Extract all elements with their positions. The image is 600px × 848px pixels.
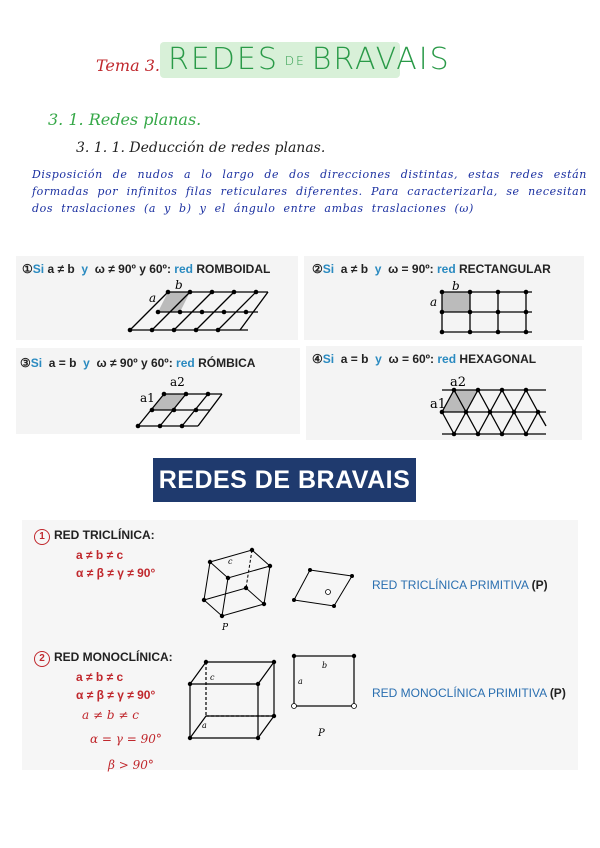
monoclinic-conditions: a ≠ b ≠ c α ≠ β ≠ γ ≠ 90° [76,670,156,702]
section-heading: 3. 1. Redes planas. [48,110,202,129]
svg-text:c: c [210,673,215,682]
svg-text:P: P [318,728,325,739]
subsection-heading: 3. 1. 1. Deducción de redes planas. [76,140,326,156]
svg-text:a1: a1 [430,397,447,412]
monoclinic-cell [186,650,282,746]
svg-text:a2: a2 [170,375,185,389]
svg-text:b: b [175,278,183,292]
svg-text:a: a [298,677,303,686]
label-rectangular: ②Si a ≠ b y ω = 90º: red RECTANGULAR [312,262,551,276]
label-romboidal: ①Si a ≠ b y ω ≠ 90º y 60º: red ROMBOIDAL [22,262,271,276]
svg-text:a1: a1 [140,391,155,405]
handnote-3: β > 90° [108,758,154,772]
svg-text:c: c [228,557,233,566]
svg-text:a: a [202,721,207,730]
title-de: DE [284,53,306,68]
svg-text:a: a [149,291,157,305]
monoclinic-heading: 2 RED MONOCLÍNICA: [34,650,173,667]
intro-paragraph: Disposición de nudos a lo largo de dos direcciones distintas, estas redes están formadas por infinitos filas reticulares diferentes. Para caracterizarla, se necesitan dos traslaciones (a y b) y el ángulo entre ambas traslaciones (ω) [32,168,587,215]
rectangular-lattice [430,279,550,338]
triclinic-cell [190,542,280,634]
svg-text:a2: a2 [450,375,467,390]
triclinic-heading: 1 RED TRICLÍNICA: [34,528,155,545]
svg-text:b: b [322,661,328,670]
title-part2: BRAVAIS [311,42,451,77]
triclinic-primitive-label: RED TRICLÍNICA PRIMITIVA (P) [372,578,548,592]
handnote-2: α = γ = 90° [90,732,162,746]
title-part1: REDES [168,42,279,77]
svg-text:P: P [222,623,229,633]
label-hexagonal: ④Si a = b y ω = 60º: red HEXAGONAL [312,352,537,366]
triclinic-conditions: a ≠ b ≠ c α ≠ β ≠ γ ≠ 90° [76,548,156,580]
bravais-banner: REDES DE BRAVAIS [153,458,416,502]
romboidal-lattice [120,278,280,338]
label-rombica: ③Si a = b y ω ≠ 90º y 60º: red RÓMBICA [20,356,256,370]
hexagonal-lattice [428,374,552,438]
svg-text:a: a [430,295,438,309]
monoclinic-primitive-label: RED MONOCLÍNICA PRIMITIVA (P) [372,686,566,700]
rombica-lattice [120,376,230,432]
page-title [168,42,451,77]
svg-text:b: b [452,279,460,293]
tema-label: Tema 3. [96,56,160,75]
handnote-1: a ≠ b ≠ c [82,708,139,722]
triclinic-2d [290,566,360,610]
monoclinic-2d [290,652,358,738]
